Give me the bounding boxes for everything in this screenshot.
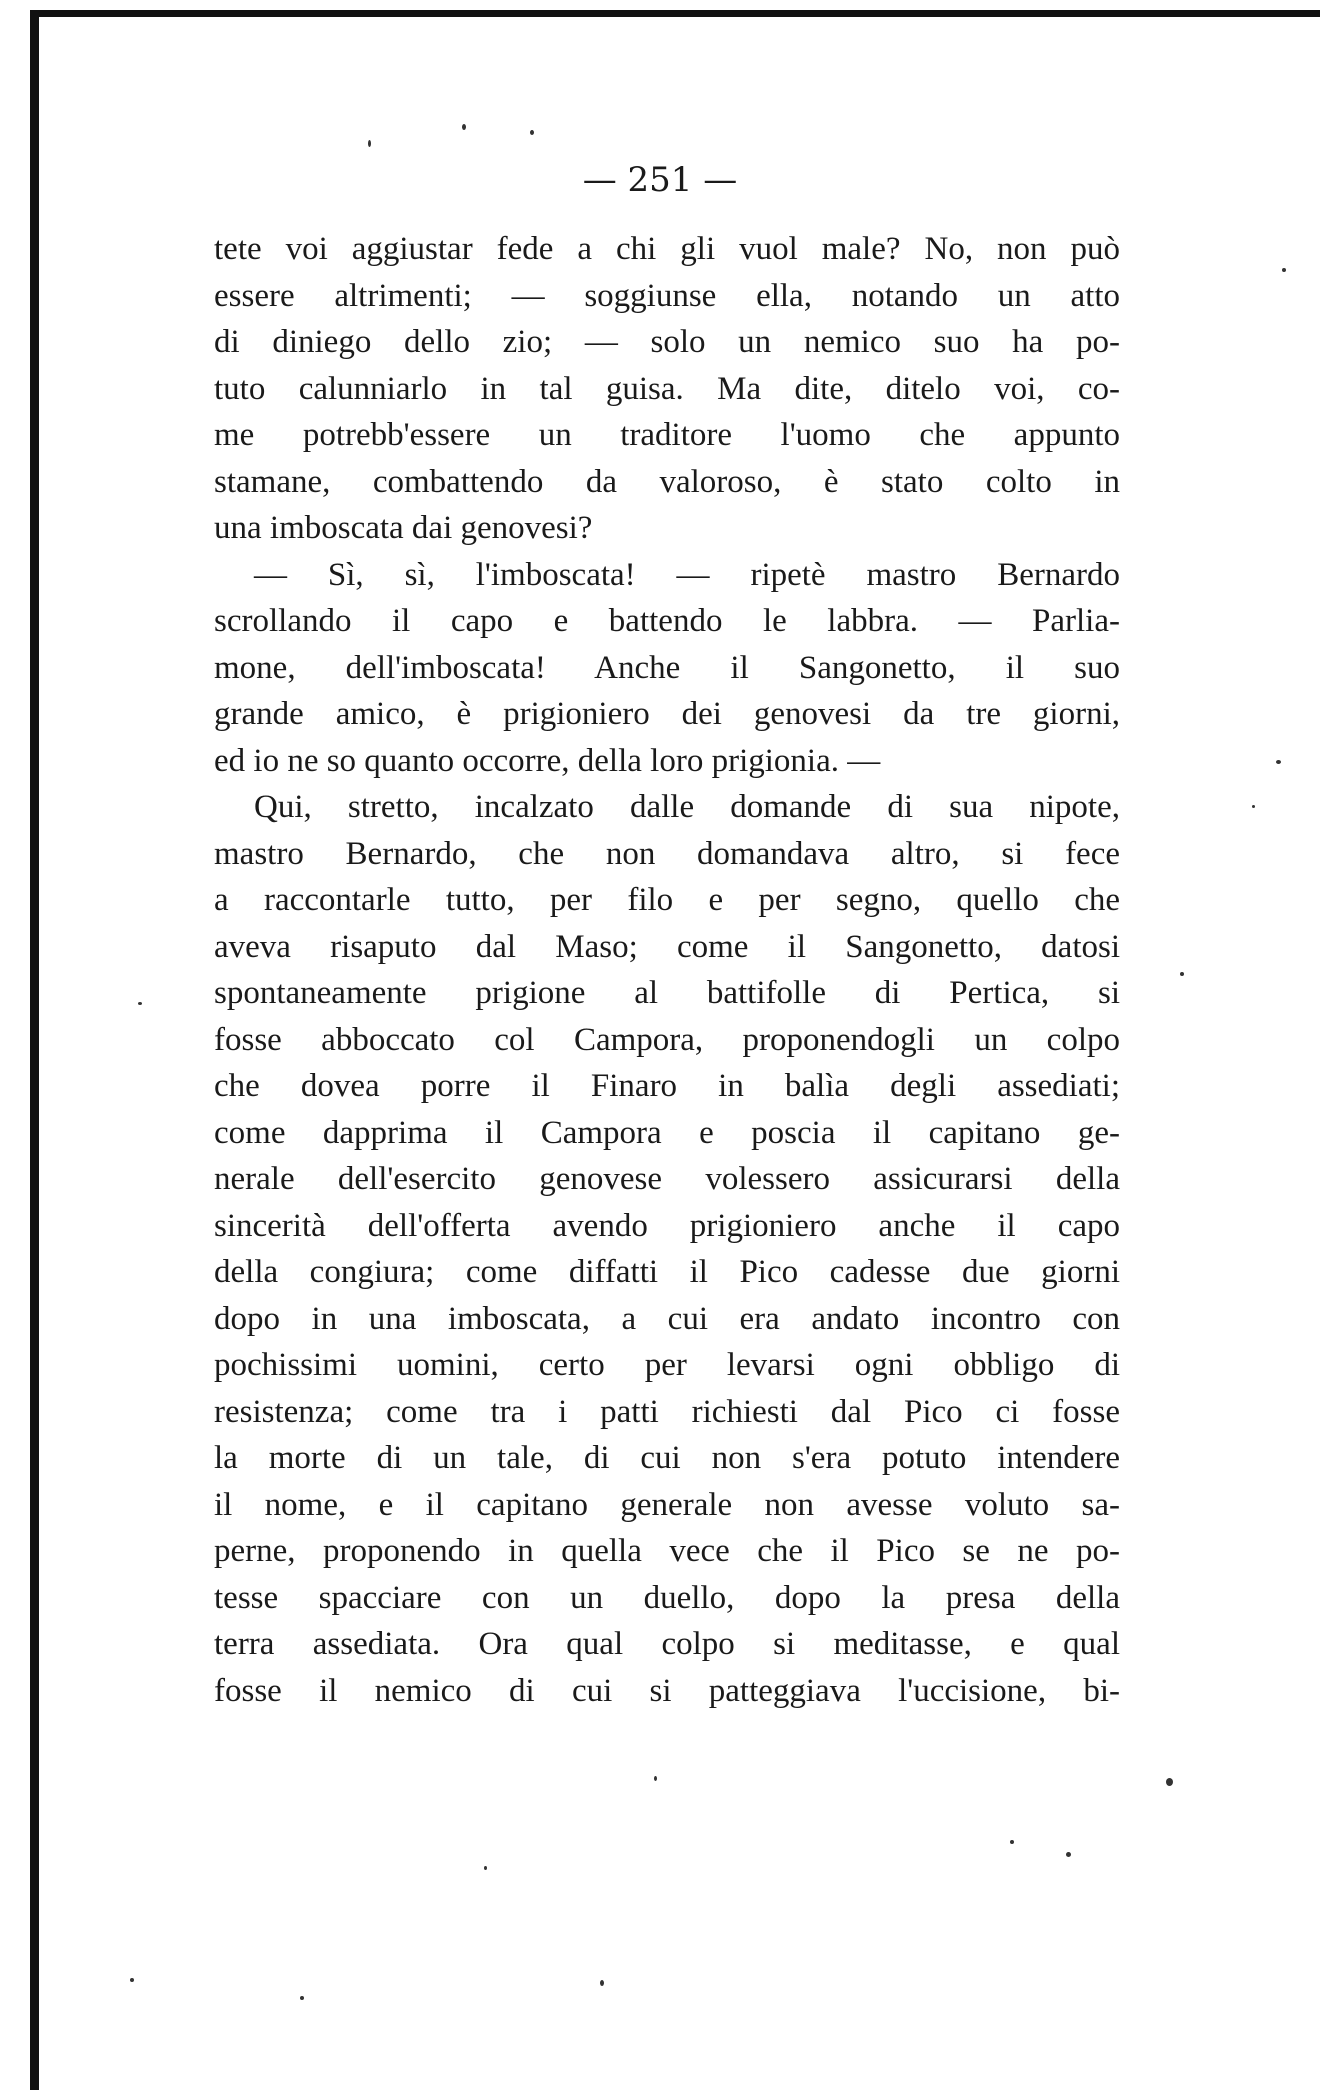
text-line: perne, proponendo in quella vece che il Pico se ne po- [214,1533,1120,1569]
text-line: a raccontarle tutto, per filo e per segno, quello che [214,882,1120,918]
scan-speck [462,124,466,130]
text-line: grande amico, è prigioniero dei genovesi da tre giorni, [214,696,1120,732]
text-line: ed io ne so quanto occorre, della loro prigionia. — [214,742,881,779]
text-line: che dovea porre il Finaro in balìa degli assediati; [214,1068,1120,1104]
text-line: scrollando il capo e battendo le labbra. — Parlia- [214,603,1120,639]
text-line: tete voi aggiustar fede a chi gli vuol male? No, non può [214,231,1120,267]
scan-speck [654,1776,657,1781]
text-line: essere altrimenti; — soggiunse ella, notando un atto [214,277,1120,314]
page-number: — 251 — [582,160,738,200]
scan-speck [1066,1852,1071,1857]
text-line: fosse abboccato col Campora, proponendogli un colpo [214,1021,1120,1058]
scan-speck [1252,805,1255,808]
text-line: aveva risaputo dal Maso; come il Sangonetto, datosi [214,928,1120,965]
text-line: della congiura; come diffatti il Pico cadesse due giorni [214,1254,1120,1290]
text-line: stamane, combattendo da valoroso, è stato colto in [214,463,1120,500]
scan-edge-left [30,10,39,2090]
text-line: sincerità dell'offerta avendo prigioniero anche il capo [214,1207,1120,1244]
text-line: una imboscata dai genovesi? [214,510,593,546]
scan-speck [368,140,371,147]
scan-speck [1010,1840,1014,1844]
text-line: il nome, e il capitano generale non avesse voluto sa- [214,1486,1120,1523]
scan-speck [600,1980,604,1986]
text-line: di diniego dello zio; — solo un nemico suo ha po- [214,324,1120,360]
text-line: resistenza; come tra i patti richiesti dal Pico ci fosse [214,1393,1120,1430]
text-line: Qui, stretto, incalzato dalle domande di sua nipote, [254,789,1120,825]
scan-speck [1276,760,1281,764]
scan-speck [300,1996,304,2000]
scan-speck [484,1866,487,1870]
text-line: pochissimi uomini, certo per levarsi ogni obbligo di [214,1347,1120,1383]
text-line: me potrebb'essere un traditore l'uomo che appunto [214,417,1120,453]
text-line: nerale dell'esercito genovese volessero assicurarsi della [214,1161,1120,1197]
text-line: — Sì, sì, l'imboscata! — ripetè mastro Bernardo [254,556,1120,593]
scan-speck [1166,1778,1173,1786]
body-text [214,226,1120,1714]
text-line: dopo in una imboscata, a cui era andato incontro con [214,1300,1120,1337]
text-line: fosse il nemico di cui si patteggiava l'uccisione, bi- [214,1672,1120,1709]
text-line: spontaneamente prigione al battifolle di Pertica, si [214,975,1120,1011]
scan-speck [130,1978,134,1982]
scan-speck [1282,268,1286,272]
text-line: tuto calunniarlo in tal guisa. Ma dite, ditelo voi, co- [214,370,1120,407]
text-line: la morte di un tale, di cui non s'era potuto intendere [214,1440,1120,1476]
text-line: mone, dell'imboscata! Anche il Sangonetto, il suo [214,649,1120,686]
scan-speck [138,1002,142,1005]
text-line: tesse spacciare con un duello, dopo la presa della [214,1579,1120,1616]
text-line: mastro Bernardo, che non domandava altro, si fece [214,835,1120,872]
scan-speck [530,130,534,135]
scan-speck [1180,972,1184,976]
text-line: come dapprima il Campora e poscia il capitano ge- [214,1114,1120,1151]
text-line: terra assediata. Ora qual colpo si meditasse, e qual [214,1626,1120,1662]
scan-edge-top [30,10,1320,17]
